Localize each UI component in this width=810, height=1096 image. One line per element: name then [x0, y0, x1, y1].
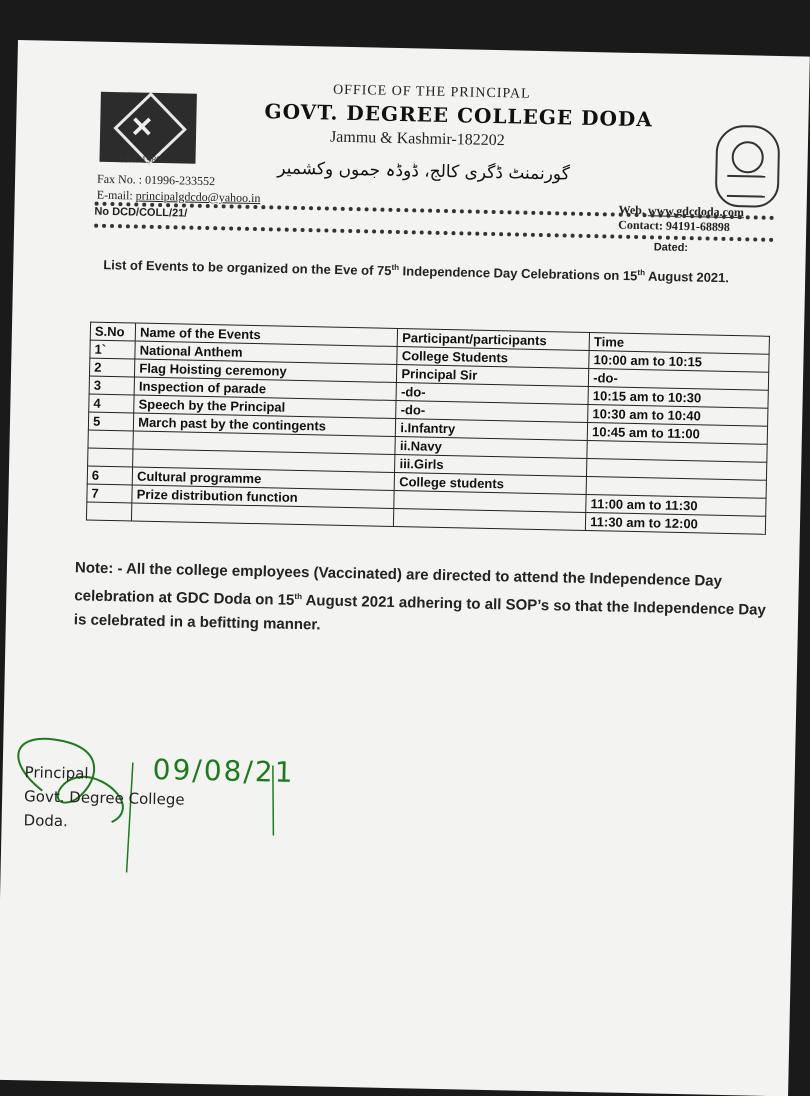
cell-sno: 6	[87, 466, 133, 485]
cell-participant: College Students	[397, 347, 589, 369]
cell-time: 10:30 am to 10:40	[588, 405, 768, 427]
note-label: Note: -	[74, 559, 123, 578]
cell-sno: 4	[89, 394, 135, 413]
contact-line	[618, 218, 730, 235]
cell-participant: -do-	[396, 383, 588, 405]
note-text2: August 2021 adhering to all SOP’s so that the Independence Day is celebrated in a befitting manner.	[73, 592, 767, 634]
college-name: GOVT. DEGREE COLLEGE DODA	[264, 99, 653, 132]
cell-time: -do-	[589, 369, 769, 391]
heading-sup1: th	[391, 262, 400, 273]
header-sno: S.No	[90, 322, 136, 341]
fax-line	[97, 172, 215, 189]
cell-sno: 1`	[90, 340, 136, 359]
college-logo	[99, 92, 196, 167]
cell-sno: 7	[87, 484, 133, 503]
cell-event: National Anthem	[135, 341, 397, 364]
cell-participant: i.Infantry	[396, 418, 588, 440]
cell-participant: -do-	[396, 401, 588, 423]
cell-participant: Principal Sir	[397, 365, 589, 387]
document-heading	[103, 257, 729, 285]
sign-college: Govt. Degree College	[23, 787, 185, 809]
heading-mid: Independence Day Celebrations on 15	[398, 263, 638, 284]
header-participant: Participant/participants	[398, 329, 590, 351]
cell-sno: 5	[88, 412, 134, 431]
cell-participant: College students	[394, 472, 586, 494]
cell-event: Flag Hoisting ceremony	[135, 359, 397, 382]
fax-label: Fax No. :	[96, 171, 143, 187]
cell-event: Speech by the Principal	[134, 395, 396, 418]
emblem-circle	[731, 141, 764, 174]
contact-number: 94191-68898	[665, 218, 731, 234]
cell-time: 11:30 am to 12:00	[586, 512, 766, 534]
note-sup: th	[294, 591, 303, 602]
cell-event: Prize distribution function	[132, 485, 394, 508]
office-title: OFFICE OF THE PRINCIPAL	[332, 82, 531, 102]
heading-post: August 2021.	[644, 268, 730, 286]
sign-title: Principal	[24, 763, 89, 783]
handwritten-date: 09/08/21	[152, 752, 295, 789]
header-event: Name of the Events	[135, 323, 397, 346]
note-text1: All the college employees (Vaccinated) are directed to attend the Independence Day celebration at GDC Doda on 15	[74, 560, 723, 609]
heading-pre: List of Events to be organized on the Eve of 75	[103, 257, 392, 279]
web-link[interactable]: www.gdcdoda.com	[647, 203, 745, 220]
cell-time: 11:00 am to 11:30	[586, 495, 766, 517]
cell-sno	[88, 430, 134, 449]
document-page	[0, 40, 810, 1096]
reference-number: No DCD/COLL/21/	[94, 205, 188, 220]
cell-participant: iii.Girls	[395, 454, 587, 476]
cell-sno: 3	[89, 376, 135, 395]
cell-sno: 2	[89, 358, 135, 377]
contact-label: Contact:	[618, 217, 664, 233]
emblem-lines	[727, 175, 765, 198]
email-label: E-mail:	[96, 187, 133, 203]
dated-label: Dated:	[653, 241, 689, 255]
cell-event: Inspection of parade	[134, 377, 396, 400]
cell-time: 10:15 am to 10:30	[588, 387, 768, 409]
cell-event: Cultural programme	[132, 467, 394, 490]
email-link[interactable]: principalgdcdo@yahoo.in	[135, 188, 261, 206]
logo-mark: ✕	[129, 110, 155, 144]
cell-participant	[394, 508, 586, 530]
note-paragraph	[74, 556, 775, 647]
cell-participant: ii.Navy	[395, 436, 587, 458]
urdu-name: گورنمنٹ ڈگری کالج، ڈوڈہ جموں وکشمیر	[277, 158, 570, 185]
fax-number: 01996-233552	[144, 172, 216, 189]
sign-place: Doda.	[23, 811, 69, 831]
heading-sup2: th	[637, 268, 646, 278]
header-time: Time	[589, 333, 769, 355]
cell-time: 10:45 am to 11:00	[587, 423, 767, 445]
cell-event: March past by the contingents	[134, 413, 396, 436]
established-year: Estd. 1989	[118, 154, 162, 167]
web-label: Web.	[618, 202, 646, 218]
cell-time: 10:00 am to 10:15	[589, 351, 769, 373]
college-address: Jammu & Kashmir-182202	[329, 128, 505, 150]
cell-sno	[88, 448, 134, 467]
state-emblem-icon	[715, 125, 781, 208]
events-table	[86, 322, 770, 535]
signature-block	[23, 760, 185, 835]
cell-sno	[86, 502, 132, 521]
